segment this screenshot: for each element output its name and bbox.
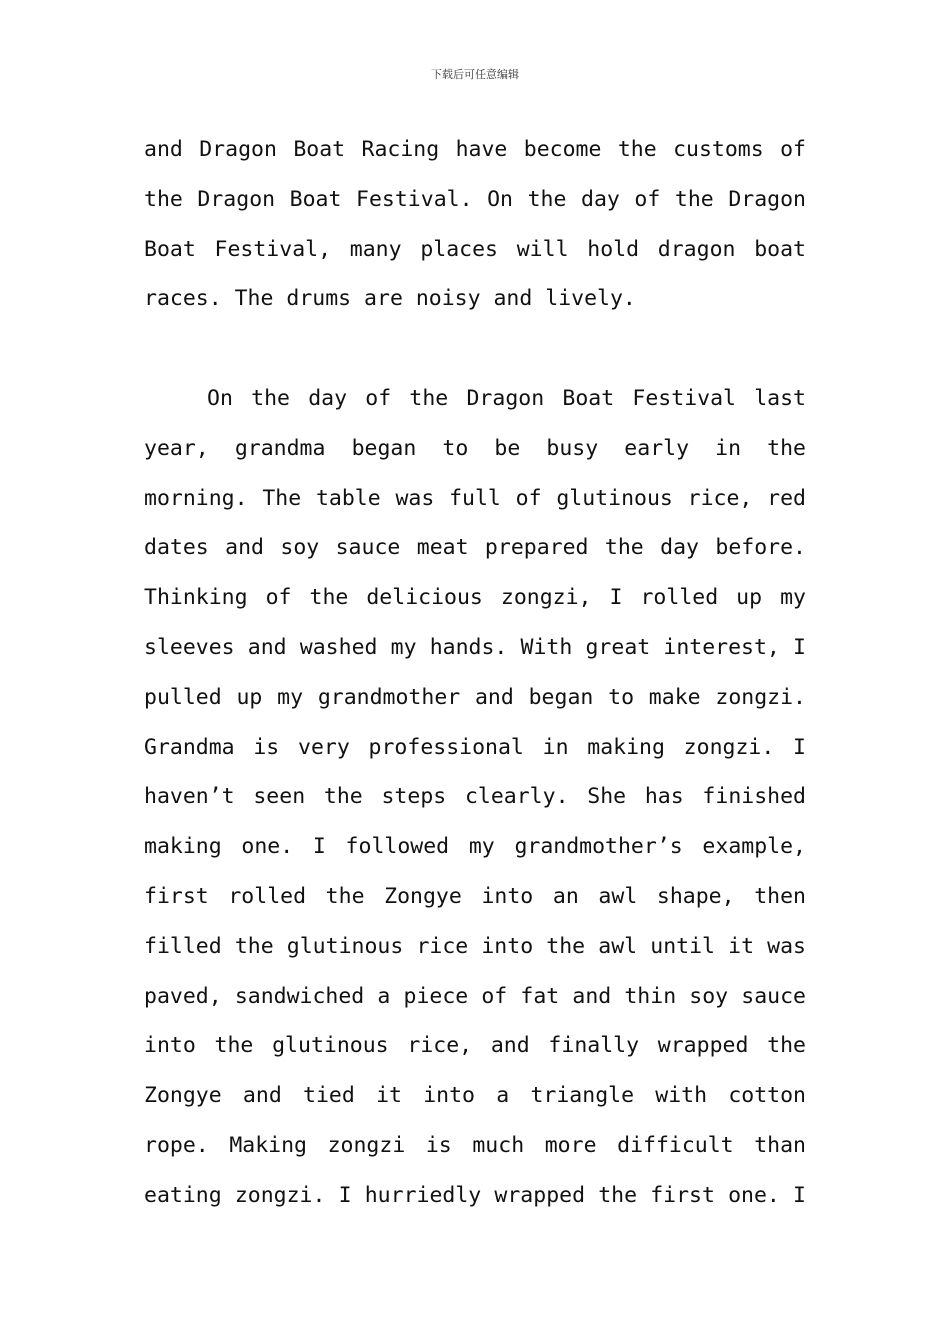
text-line: Zongye and tied it into a triangle with cotton	[144, 1083, 806, 1109]
paragraph-1	[144, 125, 806, 324]
text-line: morning. The table was full of glutinous rice, red	[144, 485, 806, 511]
text-line: dates and soy sauce meat prepared the day before.	[144, 535, 806, 561]
text-line: the Dragon Boat Festival. On the day of the Dragon	[144, 186, 806, 212]
text-line: haven’t seen the steps clearly. She has finished	[144, 784, 806, 810]
text-line: pulled up my grandmother and began to make zongzi.	[144, 684, 806, 710]
text-line: first rolled the Zongye into an awl shape, then	[144, 883, 806, 909]
text-line: filled the glutinous rice into the awl until it was	[144, 933, 806, 959]
text-line: eating zongzi. I hurriedly wrapped the first one. I	[144, 1182, 806, 1208]
paragraph-spacer	[144, 324, 806, 374]
text-line: making one. I followed my grandmother’s example,	[144, 834, 806, 860]
text-line: races. The drums are noisy and lively.	[144, 286, 636, 312]
document-body	[144, 125, 806, 1221]
text-line: Grandma is very professional in making zongzi. I	[144, 734, 806, 760]
text-line: into the glutinous rice, and finally wrapped the	[144, 1033, 806, 1059]
text-line: sleeves and washed my hands. With great interest, I	[144, 634, 806, 660]
text-line: paved, sandwiched a piece of fat and thin soy sauce	[144, 983, 806, 1009]
text-line: year, grandma began to be busy early in the	[144, 435, 806, 461]
text-line: rope. Making zongzi is much more difficult than	[144, 1132, 806, 1158]
text-line: On the day of the Dragon Boat Festival last	[207, 385, 806, 411]
text-line: Boat Festival, many places will hold dragon boat	[144, 236, 806, 262]
page-header-note: 下载后可任意编辑	[431, 68, 519, 81]
text-line: and Dragon Boat Racing have become the customs of	[144, 137, 806, 162]
paragraph-2	[144, 374, 806, 1221]
text-line: Thinking of the delicious zongzi, I rolled up my	[144, 585, 806, 611]
